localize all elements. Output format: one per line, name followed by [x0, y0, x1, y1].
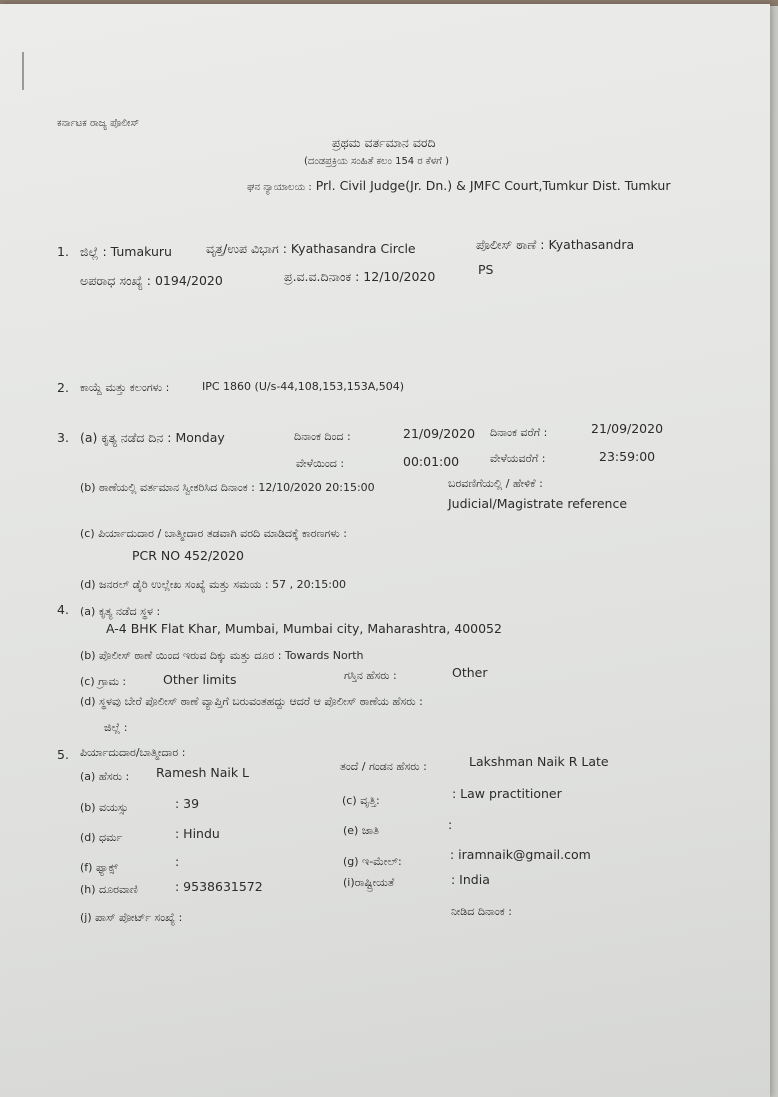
s5-d-label: (d) ಧರ್ಮ [80, 831, 123, 844]
s3-from-date: 21/09/2020 [403, 426, 476, 441]
s5-i-label: (i)ರಾಷ್ಟ್ರೀಯತೆ [343, 876, 395, 889]
s3-c: (c) ಪಿರ್ಯಾದುದಾರ / ಬಾತ್ಮೀದಾರ ತಡವಾಗಿ ವರದಿ ಮಾಡಿದಕ್ಕೆ ಕಾರಣಗಳು : [80, 527, 348, 540]
document-subtitle: (ದಂಡಪ್ರಕ್ರಿಯ ಸಂಹಿತೆ ಕಲಂ 154 ರ ಕೆಳಗೆ ) [304, 156, 450, 167]
s5-c-label: (c) ವೃತ್ತಿ: [342, 794, 380, 807]
s1-fir-date: ಪ್ರ.ವ.ವ.ದಿನಾಂಕ : 12/10/2020 [284, 269, 436, 284]
s5-a-label: (a) ಹೆಸರು : [80, 770, 130, 783]
s2-num: 2. [57, 380, 69, 395]
s3-a-day: (a) ಕೃತ್ಯ ನಡೆದ ದಿನ : Monday [80, 430, 225, 445]
court-value: Prl. Civil Judge(Jr. Dn.) & JMFC Court,Tumkur Dist. Tumkur [315, 178, 671, 193]
s5-g-label: (g) ಇ-ಮೇಲ್: [343, 855, 402, 868]
s5-i-value: : India [451, 872, 490, 887]
s5-d-value: : Hindu [175, 826, 220, 841]
s1-crime-no: ಅಪರಾಧ ಸಂಖ್ಯೆ : 0194/2020 [80, 273, 223, 288]
s5-num: 5. [57, 747, 69, 762]
s5-a-value: Ramesh Naik L [156, 765, 250, 780]
s3-to-time: 23:59:00 [599, 449, 656, 464]
s5-f-value: : [175, 854, 180, 869]
s4-num: 4. [57, 602, 69, 617]
s2-label: ಕಾಯ್ದೆ ಮತ್ತು ಕಲಂಗಳು : [80, 381, 170, 394]
s3-b-entry-value: Judicial/Magistrate reference [448, 496, 628, 511]
s4-d-district: ಜಿಲ್ಲೆ : [104, 721, 128, 734]
s3-from-time: 00:01:00 [403, 454, 460, 469]
document-page [0, 4, 770, 1097]
s4-a: (a) ಕೃತ್ಯ ನಡೆದ ಸ್ಥಳ : [80, 605, 161, 618]
s5-h-value: : 9538631572 [175, 879, 263, 894]
s1-station-cont: PS [478, 262, 494, 277]
s3-num: 3. [57, 430, 69, 445]
s5-e-label: (e) ಜಾತಿ [343, 824, 379, 837]
org-name: ಕರ್ನಾಟಕ ರಾಜ್ಯ ಪೊಲೀಸ್ [57, 118, 140, 129]
s5-heading: ಪಿರ್ಯಾದುದಾರ/ಬಾತ್ಮೀದಾರ : [80, 746, 186, 759]
s2-value: IPC 1860 (U/s-44,108,153,153A,504) [202, 380, 405, 393]
s4-b: (b) ಪೊಲೀಸ್ ಠಾಣೆ ಯಿಂದ ಇರುವ ದಿಕ್ಕು ಮತ್ತು ದೂರ : Towards North [80, 649, 364, 662]
s5-b-label: (b) ವಯಸ್ಸು [80, 801, 129, 814]
s5-c-value: : Law practitioner [452, 786, 562, 801]
s5-father-value: Lakshman Naik R Late [469, 754, 609, 769]
s5-g-value: : iramnaik@gmail.com [450, 847, 591, 862]
s3-to-time-label: ವೇಳೆಯವರೆಗೆ : [490, 452, 546, 465]
document-title: ಪ್ರಥಮ ವರ್ತಮಾನ ವರದಿ [332, 135, 436, 150]
s3-from-date-label: ದಿನಾಂಕ ದಿಂದ : [294, 430, 351, 443]
s1-num: 1. [57, 244, 69, 259]
s4-beat-label: ಗಸ್ತಿನ ಹೆಸರು : [344, 669, 397, 682]
s1-station: ಪೊಲೀಸ್ ಠಾಣೆ : Kyathasandra [476, 237, 635, 252]
s3-b-entry-label: ಬರವಣಿಗೆಯಲ್ಲಿ / ಹೇಳಿಕೆ : [448, 477, 543, 490]
s5-h-label: (h) ದೂರವಾಣಿ [80, 883, 138, 896]
s1-district: ಜಿಲ್ಲೆ : Tumakuru [80, 244, 172, 259]
s4-c-label: (c) ಗ್ರಾಮ : [80, 675, 127, 688]
s4-c-value: Other limits [163, 672, 237, 687]
s5-e-value: : [448, 817, 453, 832]
s4-a-value: A-4 BHK Flat Khar, Mumbai, Mumbai city, Maharashtra, 400052 [106, 621, 502, 636]
page-mark [22, 52, 24, 90]
s5-j-label: (j) ಪಾಸ್ ಪೋರ್ಟ್ ಸಂಖ್ಯೆ : [80, 911, 183, 924]
s5-father-label: ತಂದೆ / ಗಂಡನ ಹೆಸರು : [340, 760, 427, 773]
s1-circle: ವೃತ್ತ/ಉಪ ವಿಭಾಗ : Kyathasandra Circle [206, 241, 416, 256]
s3-to-date-label: ದಿನಾಂಕ ವರೆಗೆ : [490, 426, 548, 439]
s3-b: (b) ಠಾಣೆಯಲ್ಲಿ ವರ್ತಮಾನ ಸ್ವೀಕರಿಸಿದ ದಿನಾಂಕ : 12/10/2020 20:15:00 [80, 481, 375, 494]
s5-f-label: (f) ಫ್ಯಾಕ್ಸ್ [80, 861, 118, 874]
s3-d: (d) ಜನರಲ್ ಡೈರಿ ಉಲ್ಲೇಖ ಸಂಖ್ಯೆ ಮತ್ತು ಸಮಯ : 57 , 20:15:00 [80, 578, 346, 591]
s5-b-value: : 39 [175, 796, 200, 811]
s3-to-date: 21/09/2020 [591, 421, 664, 436]
s3-from-time-label: ವೇಳೆಯಿಂದ : [296, 457, 345, 470]
s3-c-value: PCR NO 452/2020 [132, 548, 244, 563]
s5-issue-label: ನೀಡಿದ ದಿನಾಂಕ : [451, 905, 512, 918]
court-label: ಘನ ನ್ಯಾಯಾಲಯ : [247, 182, 312, 193]
court-line [247, 178, 670, 195]
s4-beat-value: Other [452, 665, 488, 680]
s4-d: (d) ಸ್ಥಳವು ಬೇರೆ ಪೊಲೀಸ್ ಠಾಣೆ ವ್ಯಾಪ್ತಿಗೆ ಬರುವಂತಹದ್ದು ಆದರೆ ಆ ಪೊಲೀಸ್ ಠಾಣೆಯ ಹೆಸರು : [80, 695, 423, 708]
